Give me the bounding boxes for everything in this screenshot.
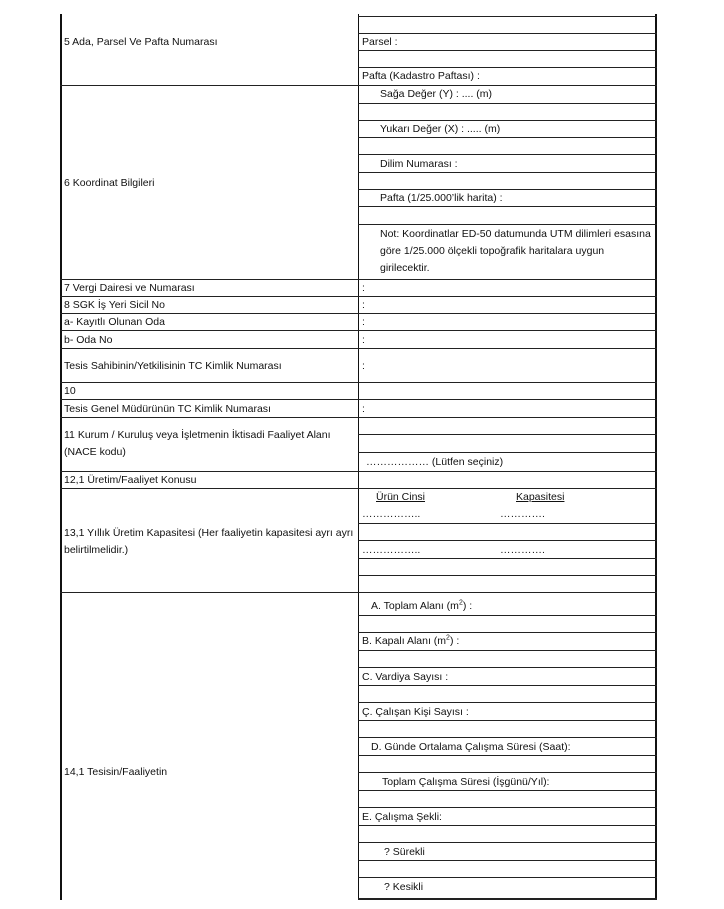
tax-office-field[interactable]: : (362, 282, 365, 294)
grid-line (358, 172, 657, 173)
row-divider (60, 488, 657, 489)
northing-field[interactable]: Yukarı Değer (X) : ..... (m) (380, 123, 501, 135)
row10-label: 10 (64, 385, 76, 397)
grid-line (358, 206, 657, 207)
grid-line (358, 615, 657, 616)
row-divider (60, 399, 657, 400)
grid-line (358, 50, 657, 51)
chamber-field[interactable]: : (362, 316, 365, 328)
covered-area-field[interactable] (362, 635, 459, 648)
grid-line (358, 67, 657, 68)
grid-line (358, 825, 657, 826)
coordinate-note: Not: Koordinatlar ED-50 datumunda UTM dilimleri esasına göre 1/25.000 ölçekli topoğrafik haritalara uygun girilecektir. (380, 228, 651, 274)
row11-label: 11 Kurum / Kuruluş veya İşletmenin İktisadi Faaliyet Alanı (NACE kodu) (64, 429, 331, 458)
employee-count-field[interactable]: Ç. Çalışan Kişi Sayısı : (362, 706, 469, 718)
row13-label: 13,1 Yıllık Üretim Kapasitesi (Her faaliyetin kapasitesi ayrı ayrı belirtilmelidir.) (64, 527, 354, 556)
capacity-header: Kapasitesi (516, 491, 565, 503)
capacity-dots-1[interactable]: …………. (500, 508, 545, 520)
cadastral-sheet-field[interactable]: Pafta (Kadastro Paftası) : (362, 70, 480, 82)
grid-line (358, 807, 657, 808)
product-type-dots-2[interactable]: …………….. (362, 544, 421, 556)
row-divider (60, 592, 657, 593)
row12-label: 12,1 Üretim/Faaliyet Konusu (64, 474, 197, 486)
total-area-label: A. Toplam Alanı (m (371, 600, 459, 612)
continuous-option[interactable]: ? Sürekli (384, 846, 425, 858)
capacity-dots-2[interactable]: …………. (500, 544, 545, 556)
grid-line (358, 189, 657, 190)
grid-line (358, 772, 657, 773)
parcel-field[interactable]: Parsel : (362, 36, 398, 48)
work-mode-label: E. Çalışma Şekli: (362, 811, 442, 823)
grid-line (358, 842, 657, 843)
owner-tc-field[interactable]: : (362, 360, 365, 372)
row14-label: 14,1 Tesisin/Faaliyetin (64, 766, 168, 778)
column-divider (358, 14, 359, 900)
right-border (655, 14, 657, 900)
left-border (60, 14, 62, 900)
row8b-label: b- Oda No (64, 334, 113, 346)
total-area-suffix: ) : (462, 600, 473, 612)
grid-line (358, 650, 657, 651)
row-divider (60, 279, 657, 280)
chamber-number-field[interactable]: : (362, 334, 365, 346)
row10a-label: Tesis Genel Müdürünün TC Kimlik Numarası (64, 403, 271, 415)
grid-line (358, 702, 657, 703)
grid-line (358, 224, 657, 225)
map-sheet-field[interactable]: Pafta (1/25.000’lik harita) : (380, 192, 503, 204)
row-divider (60, 471, 657, 472)
row5-label: 5 Ada, Parsel Ve Pafta Numarası (64, 36, 218, 48)
squared-sup: 2 (446, 634, 450, 642)
grid-line (358, 33, 657, 34)
grid-line (358, 137, 657, 138)
grid-line (358, 737, 657, 738)
row6-label: 6 Koordinat Bilgileri (64, 177, 155, 189)
grid-line (358, 452, 657, 453)
row8a-label: a- Kayıtlı Olunan Oda (64, 316, 165, 328)
row-divider (60, 313, 657, 314)
grid-line (358, 877, 657, 878)
grid-line (358, 720, 657, 721)
nace-select[interactable]: ……………… (Lütfen seçiniz) (366, 456, 504, 468)
grid-line (358, 540, 657, 541)
covered-area-suffix: ) : (449, 635, 460, 647)
director-tc-field[interactable]: : (362, 403, 365, 415)
grid-line (358, 523, 657, 524)
grid-line (358, 154, 657, 155)
row7-label: 7 Vergi Dairesi ve Numarası (64, 282, 195, 294)
row8-label: 8 SGK İş Yeri Sicil No (64, 299, 165, 311)
grid-line (358, 790, 657, 791)
row-divider (60, 382, 657, 383)
form-sheet (60, 14, 658, 900)
grid-line (358, 667, 657, 668)
bottom-border (358, 898, 657, 900)
row-divider (60, 330, 657, 331)
intermittent-option[interactable]: ? Kesikli (384, 881, 424, 893)
row-divider (60, 85, 657, 86)
grid-line (358, 860, 657, 861)
total-hours-field[interactable]: Toplam Çalışma Süresi (İşgünü/Yıl): (382, 776, 550, 788)
shift-count-field[interactable]: C. Vardiya Sayısı : (362, 671, 449, 683)
grid-line (358, 434, 657, 435)
grid-line (358, 755, 657, 756)
grid-line (358, 685, 657, 686)
grid-line (358, 16, 657, 17)
avg-daily-hours-field[interactable]: D. Günde Ortalama Çalışma Süresi (Saat): (371, 741, 571, 753)
row-divider (60, 417, 657, 418)
product-type-header: Ürün Cinsi (376, 491, 426, 503)
grid-line (358, 575, 657, 576)
grid-line (358, 558, 657, 559)
row-divider (60, 348, 657, 349)
total-area-field[interactable] (371, 600, 472, 613)
covered-area-label: B. Kapalı Alanı (m (362, 635, 447, 647)
grid-line (358, 103, 657, 104)
easting-field[interactable]: Sağa Değer (Y) : .... (m) (380, 88, 493, 100)
sgk-number-field[interactable]: : (362, 299, 365, 311)
product-type-dots-1[interactable]: …………….. (362, 508, 421, 520)
grid-line (358, 632, 657, 633)
squared-sup: 2 (458, 599, 463, 607)
grid-line (358, 120, 657, 121)
row9-label: Tesis Sahibinin/Yetkilisinin TC Kimlik Numarası (64, 360, 282, 372)
zone-number-field[interactable]: Dilim Numarası : (380, 158, 458, 170)
row-divider (60, 296, 657, 297)
